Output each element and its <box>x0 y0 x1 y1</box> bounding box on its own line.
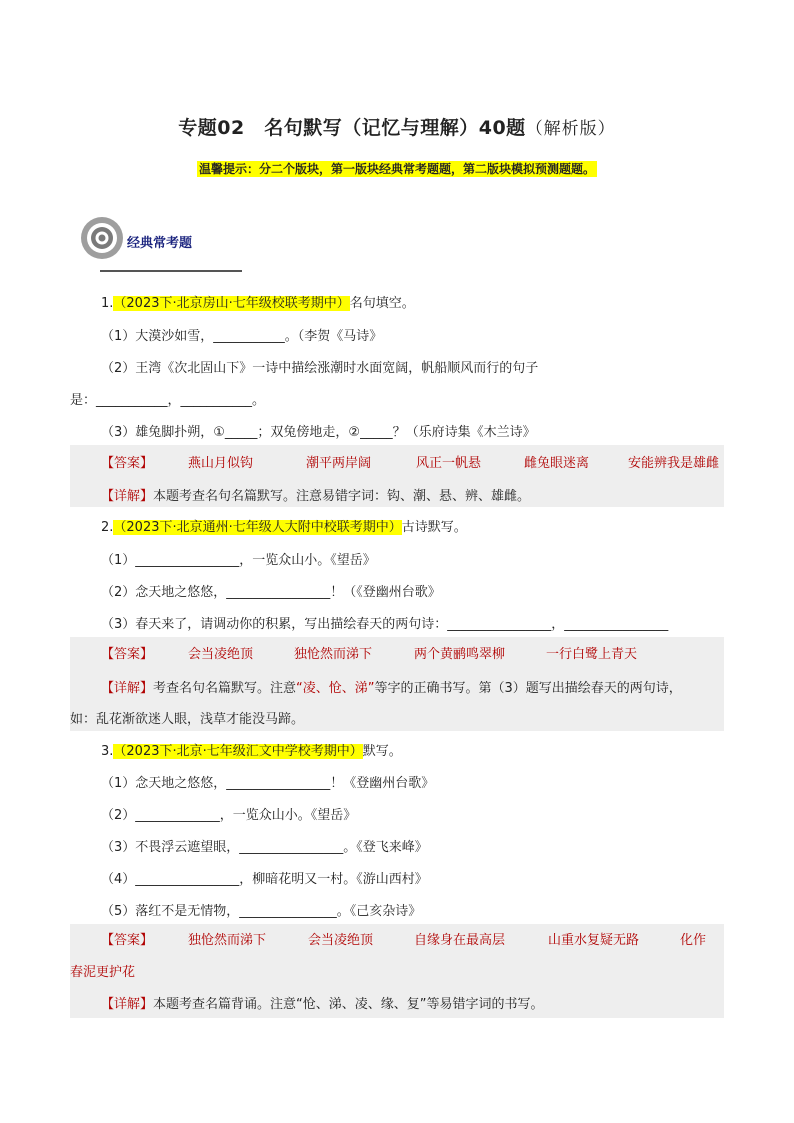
question-number: 1. <box>101 296 114 311</box>
answer-item: 化作 <box>680 932 707 948</box>
page-title <box>0 113 794 140</box>
question-3-header <box>101 740 402 759</box>
answer-item: 风正一帆悬 <box>416 455 482 471</box>
answer-continuation <box>70 961 724 980</box>
warm-tip <box>0 160 794 177</box>
detail-text: 本题考查名篇背诵。注意“怆、涕、凌、缘、复”等易错字词的书写。 <box>153 997 544 1012</box>
answer-item: 春泥更护花 <box>70 965 136 980</box>
answer-row <box>70 637 637 667</box>
answer-item: 安能辨我是雄雌 <box>628 455 720 471</box>
question-number: 3. <box>101 744 114 759</box>
answer-item: 自缘身在最高层 <box>414 932 506 948</box>
question-item: （4）________________，柳暗花明又一村。《游山西村》 <box>101 872 428 887</box>
answer-item: 雌兔眼迷离 <box>524 455 590 471</box>
question-item: （1）________________，一览众山小。《望岳》 <box>101 553 376 568</box>
answer-row <box>70 446 719 476</box>
answer-item: 会当凌绝顶 <box>188 646 254 662</box>
question-source: （2023下·北京通州·七年级人大附中校联考期中） <box>113 520 402 535</box>
detail-tag: 【详解】 <box>101 997 154 1012</box>
detail-row <box>70 485 724 504</box>
answer-item: 一行白鹭上青天 <box>546 646 638 662</box>
question-item: （5）落红不是无情物，_______________。《己亥杂诗》 <box>101 904 422 919</box>
detail-text: 等字的正确书写。第（3）题写出描绘春天的两句诗， <box>374 681 682 696</box>
question-2-header <box>101 516 467 535</box>
title-subtitle: （解析版） <box>525 119 616 139</box>
detail-row <box>70 993 724 1012</box>
answer-item: 燕山月似钩 <box>188 455 254 471</box>
answer-item: 潮平两岸阔 <box>306 455 372 471</box>
answer-item: 两个黄鹂鸣翠柳 <box>414 646 506 662</box>
section-header <box>80 214 250 276</box>
question-stem: 名句填空。 <box>349 296 415 311</box>
detail-highlight: “凌、怆、涕” <box>296 681 375 696</box>
title-main: 专题02 名句默写（记忆与理解）40题 <box>178 117 526 139</box>
target-icon <box>80 214 124 262</box>
detail-tag: 【详解】 <box>101 489 154 504</box>
detail-tag: 【详解】 <box>101 681 154 696</box>
answer-tag: 【答案】 <box>101 455 154 471</box>
question-item: （2）_____________，一览众山小。《望岳》 <box>101 808 357 823</box>
answer-tag: 【答案】 <box>101 646 154 662</box>
question-item: （3）雄兔脚扑朔，①_____；双兔傍地走，②_____？（乐府诗集《木兰诗》 <box>101 425 536 440</box>
detail-row <box>70 708 724 727</box>
question-stem: 古诗默写。 <box>401 520 467 535</box>
question-number: 2. <box>101 520 114 535</box>
answer-item: 山重水复疑无路 <box>548 932 640 948</box>
question-item: （2）念天地之悠悠，________________！（《登幽州台歌》 <box>101 585 441 600</box>
answer-tag: 【答案】 <box>101 932 154 948</box>
section-label: 经典常考题 <box>127 236 193 251</box>
question-item: 是：___________，___________。 <box>70 393 266 408</box>
detail-row <box>70 677 724 696</box>
section-underline <box>100 270 242 272</box>
question-item: （2）王湾《次北固山下》一诗中描绘涨潮时水面宽阔，帆船顺风而行的句子 <box>101 361 539 376</box>
detail-text: 本题考查名句名篇默写。注意易错字词：钩、潮、悬、辨、雄雌。 <box>153 489 531 504</box>
question-1-header <box>101 292 415 311</box>
question-source: （2023下·北京·七年级汇文中学校考期中） <box>113 744 363 759</box>
detail-text: 考查名句名篇默写。注意 <box>153 681 297 696</box>
answer-row <box>70 923 706 953</box>
question-stem: 默写。 <box>362 744 402 759</box>
answer-item: 独怆然而涕下 <box>294 646 373 662</box>
answer-item: 独怆然而涕下 <box>188 932 267 948</box>
question-source: （2023下·北京房山·七年级校联考期中） <box>113 296 350 311</box>
question-item: （1）念天地之悠悠，________________！《登幽州台歌》 <box>101 776 435 791</box>
answer-item: 会当凌绝顶 <box>308 932 374 948</box>
question-item: （3）春天来了，请调动你的积累，写出描绘春天的两句诗：________________，________________ <box>101 617 669 632</box>
detail-text: 如：乱花渐欲迷人眼，浅草才能没马蹄。 <box>70 712 305 727</box>
warm-tip-text: 温馨提示：分二个版块，第一版块经典常考题题，第二版块模拟预测题题。 <box>198 162 595 176</box>
question-item: （3）不畏浮云遮望眼，________________。《登飞来峰》 <box>101 840 428 855</box>
question-item: （1）大漠沙如雪，___________。（李贺《马诗》 <box>101 329 383 344</box>
